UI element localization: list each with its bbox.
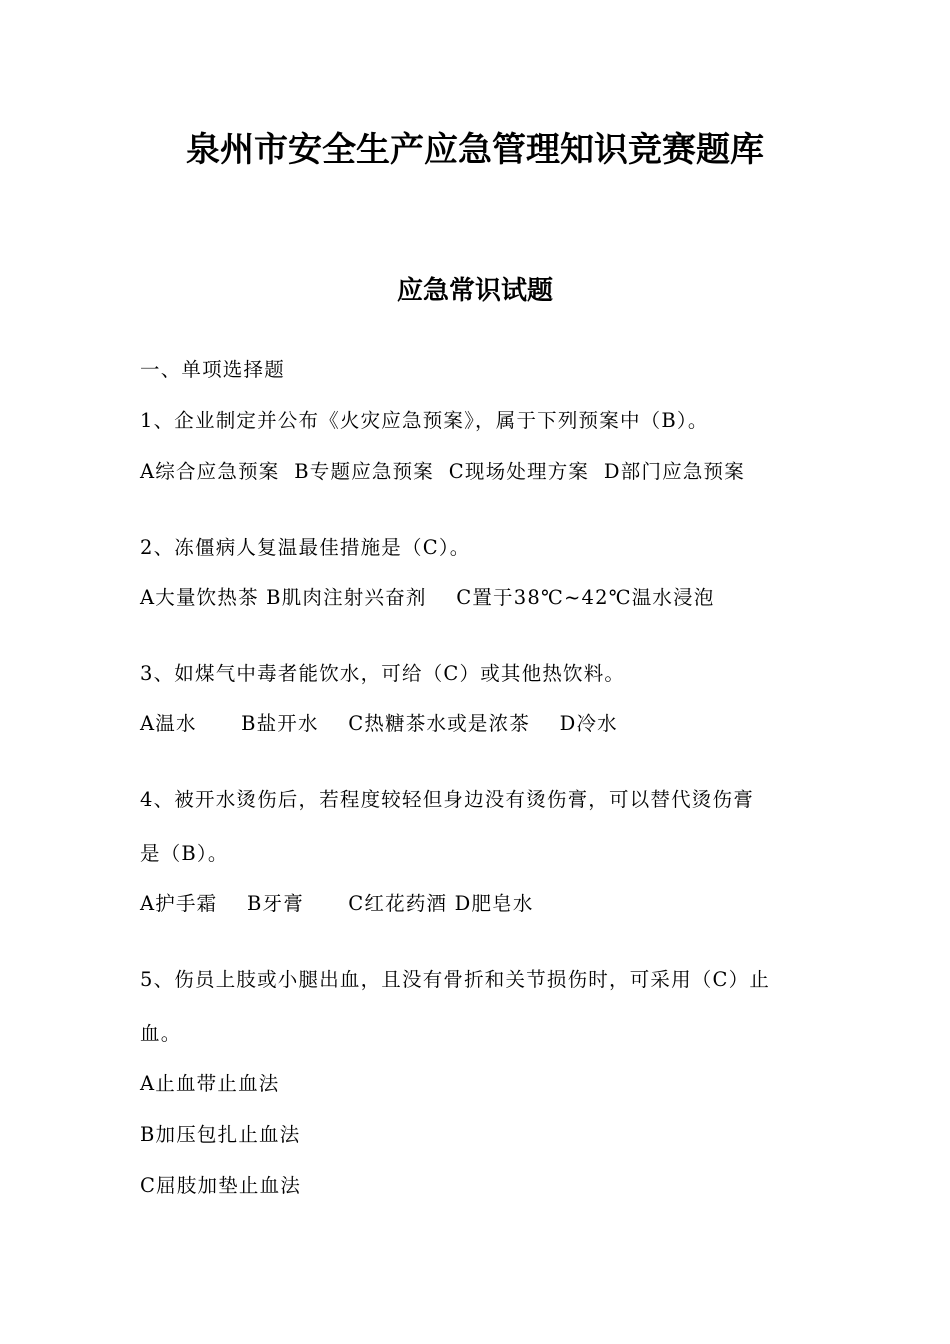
section-title: 应急常识试题 <box>396 276 553 306</box>
question-4-stem-line-2: 是（B）。 <box>140 842 229 865</box>
question-2-options: A大量饮热茶 B肌肉注射兴奋剂 C置于38℃~42℃温水浸泡 <box>140 586 715 609</box>
question-5-option-a: A止血带止血法 <box>140 1072 280 1095</box>
question-1-stem: 1、企业制定并公布《火灾应急预案》，属于下列预案中（B）。 <box>140 409 709 432</box>
question-5-option-c: C屈肢加垫止血法 <box>140 1174 302 1197</box>
part-heading: 一、单项选择题 <box>140 358 285 381</box>
question-1-options: A综合应急预案 B专题应急预案 C现场处理方案 D部门应急预案 <box>140 460 745 483</box>
question-2-stem: 2、冻僵病人复温最佳措施是（C）。 <box>140 536 471 559</box>
question-5-option-b: B加压包扎止血法 <box>140 1123 301 1146</box>
question-4-options: A护手霜 B牙膏 C红花药酒 D肥皂水 <box>140 892 534 915</box>
question-4-stem-line-1: 4、被开水烫伤后，若程度较轻但身边没有烫伤膏，可以替代烫伤膏 <box>140 788 754 811</box>
question-5-stem-line-1: 5、伤员上肢或小腿出血，且没有骨折和关节损伤时，可采用（C）止 <box>140 968 771 991</box>
document-title: 泉州市安全生产应急管理知识竞赛题库 <box>186 130 764 170</box>
question-3-options: A温水 B盐开水 C热糖茶水或是浓茶 D冷水 <box>140 712 618 735</box>
question-3-stem: 3、如煤气中毒者能饮水，可给（C）或其他热饮料。 <box>140 662 626 685</box>
question-5-stem-line-2: 血。 <box>140 1022 182 1045</box>
